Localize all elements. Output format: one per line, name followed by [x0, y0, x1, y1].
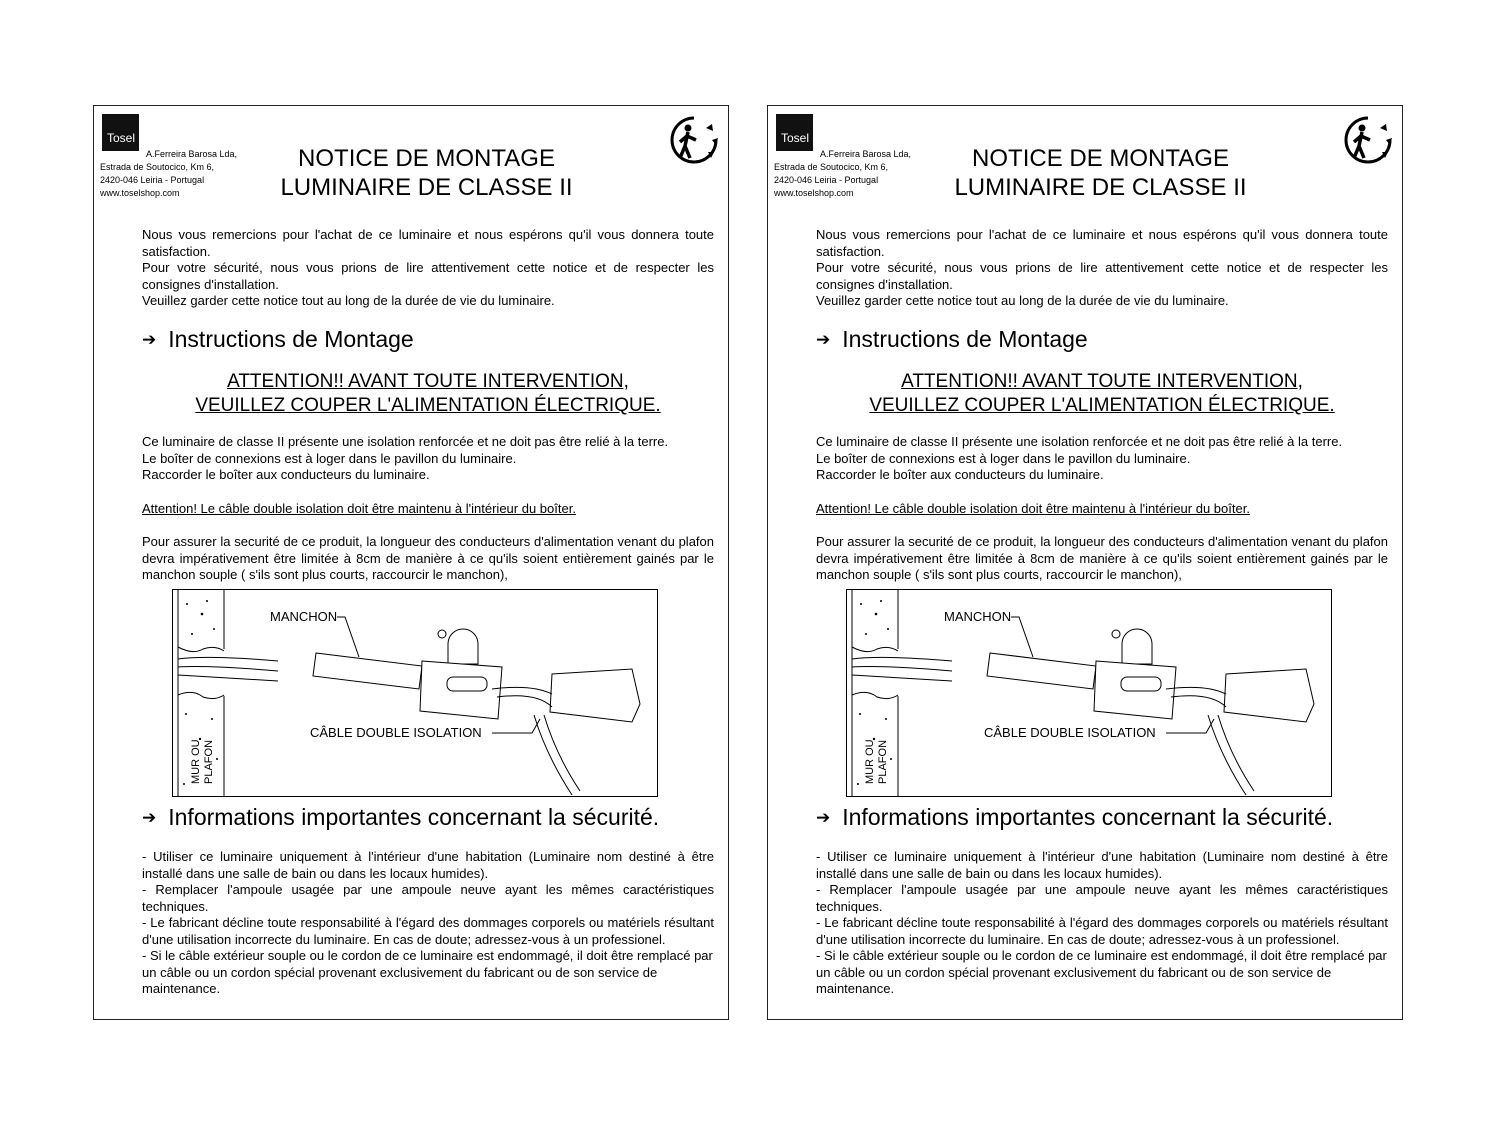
safety-item: - Si le câble extérieur souple ou le cordon de ce luminaire est endommagé, il doit être remplacé par un câble ou un cordon spécial provenant exclusivement du fabricant ou de son service de maintenance. — [142, 948, 713, 996]
text-line: Le boîter de connexions est à loger dans le pavillon du luminaire. — [142, 450, 517, 466]
title-line: LUMINAIRE DE CLASSE II — [954, 174, 1247, 201]
intro-line: Pour votre sécurité, nous vous prions de lire attentivement cette notice et de respecter les consignes d'installation. — [142, 260, 714, 292]
warning-line: ATTENTION!! AVANT TOUTE INTERVENTION, — [901, 371, 1303, 392]
wall-label: PLAFON — [203, 739, 215, 784]
class-ii-text — [142, 434, 714, 484]
address-line: 2420-046 Leiria - Portugal — [774, 175, 879, 185]
power-warning — [142, 370, 714, 418]
address-line: Estrada de Soutocico, Km 6, — [100, 162, 215, 172]
address-line: 2420-046 Leiria - Portugal — [100, 175, 205, 185]
arrow-right-icon: ➔ — [142, 330, 157, 349]
safety-item: - Remplacer l'ampoule usagée par une ampoule neuve ayant les mêmes caractéristiques techniques. — [142, 882, 714, 914]
title-line: NOTICE DE MONTAGE — [972, 145, 1229, 172]
safety-item: - Utiliser ce luminaire uniquement à l'intérieur d'une habitation (Luminaire nom destiné à être installé dans une salle de bain ou dans les locaux humides). — [816, 849, 1388, 881]
company-address — [774, 148, 934, 200]
terminal-box — [550, 669, 640, 722]
document-title — [918, 144, 1283, 202]
instruction-page — [93, 105, 729, 1020]
wiring-diagram — [846, 589, 1332, 797]
wall-label: MUR OU — [190, 739, 202, 784]
arrow-right-icon: ➔ — [816, 808, 831, 827]
text-line: Raccorder le boîter aux conducteurs du luminaire. — [142, 467, 430, 482]
heading-text: Informations importantes concernant la sécurité. — [842, 804, 1334, 830]
class-ii-text — [816, 434, 1388, 484]
wiring-diagram — [172, 589, 658, 797]
text-line: Ce luminaire de classe II présente une isolation renforcée et ne doit pas être relié à la terre. — [816, 434, 1343, 449]
cable-attention: Attention! Le câble double isolation doit être maintenu à l'intérieur du boîter. — [816, 501, 1250, 516]
wall-label: PLAFON — [877, 739, 889, 784]
security-length-text: Pour assurer la securité de ce produit, la longueur des conducteurs d'alimentation venant du plafon devra impérativement être limitée à 8cm de manière à ce qu'ils soient entièrement gainés par le manchon souple ( s'ils sont plus courts, raccourcir le manchon), — [816, 534, 1388, 582]
safety-list — [142, 849, 714, 998]
intro-line: Pour votre sécurité, nous vous prions de lire attentivement cette notice et de respecter les consignes d'installation. — [816, 260, 1388, 292]
address-line: A.Ferreira Barosa Lda, — [820, 149, 912, 159]
logo-text: Tosel — [107, 131, 136, 145]
intro-line: Veuillez garder cette notice tout au long de la durée de vie du luminaire. — [142, 293, 555, 308]
company-address — [100, 148, 260, 200]
warning-line: VEUILLEZ COUPER L'ALIMENTATION ÉLECTRIQUE. — [195, 395, 661, 416]
text-line: Ce luminaire de classe II présente une isolation renforcée et ne doit pas être relié à la terre. — [142, 434, 669, 449]
intro-line: Veuillez garder cette notice tout au long de la durée de vie du luminaire. — [816, 293, 1229, 308]
power-warning — [816, 370, 1388, 418]
arrow-right-icon: ➔ — [142, 808, 157, 827]
warning-line: VEUILLEZ COUPER L'ALIMENTATION ÉLECTRIQUE. — [869, 395, 1335, 416]
tosel-logo — [102, 114, 139, 151]
intro-text — [142, 227, 714, 310]
title-line: LUMINAIRE DE CLASSE II — [280, 174, 573, 201]
text-line: Raccorder le boîter aux conducteurs du luminaire. — [816, 467, 1104, 482]
safety-item: - Si le câble extérieur souple ou le cordon de ce luminaire est endommagé, il doit être remplacé par un câble ou un cordon spécial provenant exclusivement du fabricant ou de son service de maintenance. — [816, 948, 1387, 996]
title-line: NOTICE DE MONTAGE — [298, 145, 555, 172]
triman-recycle-icon — [668, 114, 720, 166]
cable-label: CÂBLE DOUBLE ISOLATION — [310, 725, 482, 740]
triman-recycle-icon — [1342, 114, 1394, 166]
arrow-right-icon: ➔ — [816, 330, 831, 349]
manchon-label: MANCHON — [944, 609, 1012, 624]
terminal-box — [1224, 669, 1314, 722]
safety-item: - Le fabricant décline toute responsabilité à l'égard des dommages corporels ou matériels résultant d'une utilisation incorrecte du luminaire. En cas de doute; adressez-vous à un professionel. — [142, 915, 714, 947]
address-line: A.Ferreira Barosa Lda, — [146, 149, 238, 159]
intro-line: Nous vous remercions pour l'achat de ce luminaire et nous espérons qu'il vous donnera toute satisfaction. — [816, 227, 1388, 259]
safety-item: - Utiliser ce luminaire uniquement à l'intérieur d'une habitation (Luminaire nom destiné à être installé dans une salle de bain ou dans les locaux humides). — [142, 849, 714, 881]
document-title — [244, 144, 609, 202]
address-line: Estrada de Soutocico, Km 6, — [774, 162, 889, 172]
heading-text: Instructions de Montage — [168, 326, 414, 352]
safety-list — [816, 849, 1388, 998]
manchon-label: MANCHON — [270, 609, 338, 624]
tosel-logo — [776, 114, 813, 151]
logo-text: Tosel — [781, 131, 810, 145]
section-heading-montage — [142, 325, 414, 354]
text-line: Le boîter de connexions est à loger dans le pavillon du luminaire. — [816, 450, 1191, 466]
intro-line: Nous vous remercions pour l'achat de ce luminaire et nous espérons qu'il vous donnera toute satisfaction. — [142, 227, 714, 259]
warning-line: ATTENTION!! AVANT TOUTE INTERVENTION, — [227, 371, 629, 392]
instruction-page — [767, 105, 1403, 1020]
safety-item: - Le fabricant décline toute responsabilité à l'égard des dommages corporels ou matériels résultant d'une utilisation incorrecte du luminaire. En cas de doute; adressez-vous à un professionel. — [816, 915, 1388, 947]
safety-item: - Remplacer l'ampoule usagée par une ampoule neuve ayant les mêmes caractéristiques techniques. — [816, 882, 1388, 914]
cable-label: CÂBLE DOUBLE ISOLATION — [984, 725, 1156, 740]
heading-text: Instructions de Montage — [842, 326, 1088, 352]
address-line: www.toselshop.com — [100, 188, 180, 198]
section-heading-montage — [816, 325, 1088, 354]
address-line: www.toselshop.com — [774, 188, 854, 198]
wall-label: MUR OU — [864, 739, 876, 784]
intro-text — [816, 227, 1388, 310]
security-length-text: Pour assurer la securité de ce produit, la longueur des conducteurs d'alimentation venant du plafon devra impérativement être limitée à 8cm de manière à ce qu'ils soient entièrement gainés par le manchon souple ( s'ils sont plus courts, raccourcir le manchon), — [142, 534, 714, 582]
cable-attention: Attention! Le câble double isolation doit être maintenu à l'intérieur du boîter. — [142, 501, 576, 516]
heading-text: Informations importantes concernant la sécurité. — [168, 804, 660, 830]
section-heading-safety — [142, 803, 659, 832]
section-heading-safety — [816, 803, 1333, 832]
